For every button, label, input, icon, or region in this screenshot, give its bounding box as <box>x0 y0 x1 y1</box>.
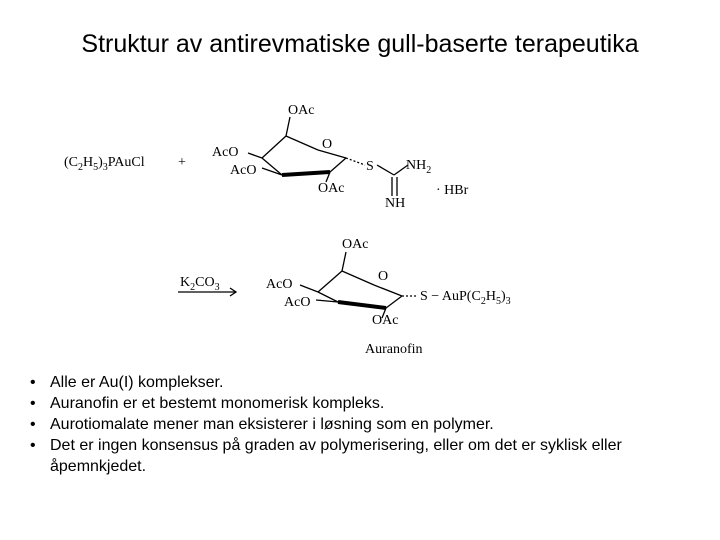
bullet-item <box>24 414 704 435</box>
bullet-text: Auranofin er et bestemt monomerisk kompleks. <box>50 395 385 412</box>
step-reagent: $K_2CO_3$ <box>180 275 220 293</box>
thiosugar-oac-bottom: OAc <box>318 181 345 196</box>
bullet-item <box>24 393 704 414</box>
thiosugar-nh: NH <box>385 196 406 211</box>
thiosugar-nh2: $NH_2$ <box>406 158 432 176</box>
thiosugar-aco-1: AcO <box>212 145 239 160</box>
thiosugar-ring-o: O <box>322 137 333 152</box>
bullet-text: Det er ingen konsensus på graden av polymerisering, eller om det er syklisk eller åpemnkjedet. <box>50 437 622 475</box>
bullet-marker: • <box>30 437 36 454</box>
plus-sign: + <box>178 155 186 170</box>
bullet-marker: • <box>30 374 36 391</box>
bullet-item <box>24 372 704 393</box>
slide-title: Struktur av antirevmatiske gull-baserte terapeutika <box>81 30 639 58</box>
bullet-list <box>24 372 704 477</box>
product-ring-o: O <box>378 269 389 284</box>
reagent-phosphine-gold: $(C_2H_5)_3PAuCl$ <box>64 155 145 173</box>
product-oac-top: OAc <box>342 237 369 252</box>
product-aco-2: AcO <box>284 295 311 310</box>
auranofin-structure <box>300 252 418 318</box>
bullet-marker: • <box>30 395 36 412</box>
thiosugar-aco-2: AcO <box>230 163 257 178</box>
product-aco-1: AcO <box>266 277 293 292</box>
bullet-text: Aurotiomalate mener man eksisterer i løsning som en polymer. <box>50 416 494 433</box>
product-s-aup: $S - AuP(C_2H_5)_3$ <box>420 289 511 307</box>
thiosugar-s: S <box>366 159 374 174</box>
bullet-text: Alle er Au(I) komplekser. <box>50 374 224 391</box>
product-oac-bottom: OAc <box>372 313 399 328</box>
thiosugar-oac-top: OAc <box>288 103 315 118</box>
product-name-auranofin: Auranofin <box>365 342 423 357</box>
bullet-marker: • <box>30 416 36 433</box>
bullet-item <box>24 435 704 477</box>
thiosugar-hbr: · HBr <box>436 183 469 198</box>
